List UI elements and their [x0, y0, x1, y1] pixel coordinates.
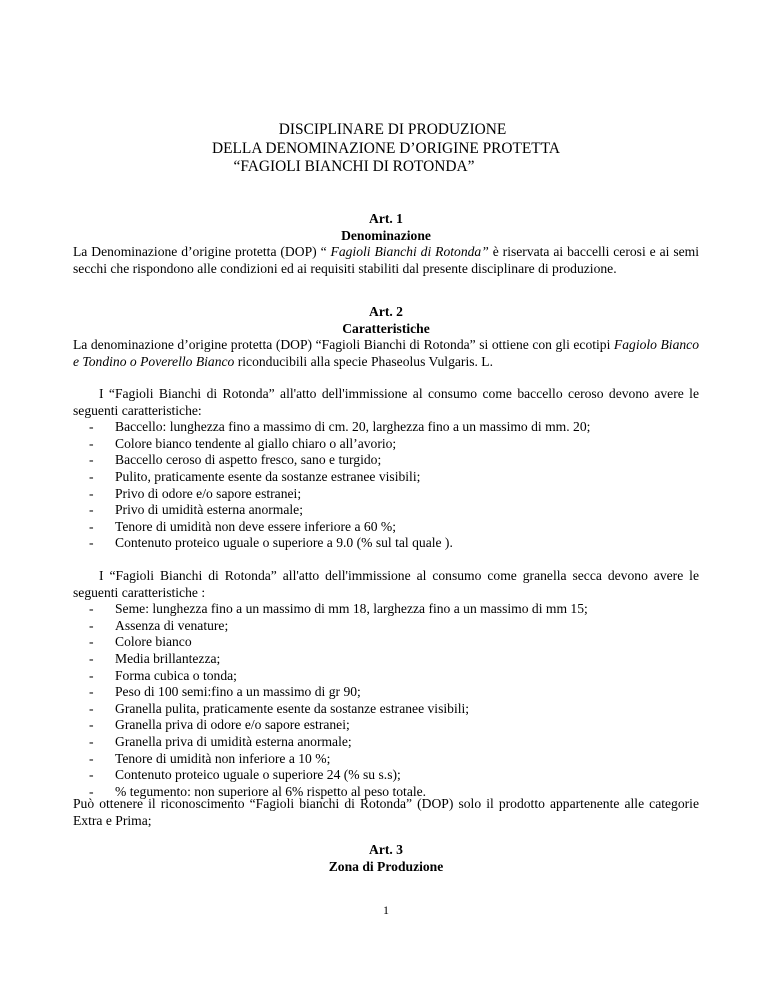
list-item: - Tenore di umidità non inferiore a 10 %; — [73, 751, 699, 768]
art2-text-b: riconducibili alla specie Phaseolus Vulgaris. L. — [234, 353, 494, 369]
list-item: - Colore bianco tendente al giallo chiaro o all’avorio; — [73, 436, 699, 453]
list-item: - Privo di odore e/o sapore estranei; — [73, 486, 699, 503]
title-line-1: DISCIPLINARE DI PRODUZIONE — [278, 121, 507, 138]
list-item: - % tegumento: non superiore al 6% rispetto al peso totale. — [73, 784, 699, 801]
granella-list — [73, 601, 699, 800]
art2-heading: Art. 2 — [369, 304, 403, 319]
art1-text-italic: Fagioli Bianchi di Rotonda” — [330, 244, 489, 260]
list-item: - Colore bianco — [73, 634, 699, 651]
list-item: - Tenore di umidità non deve essere inferiore a 60 %; — [73, 519, 699, 536]
art1-text-b: è riservata ai baccelli cerosi e ai semi secchi che rispondono alle condizioni ed ai requisiti stabiliti dal presente disciplinare di produzione. — [73, 244, 700, 276]
art3-heading: Art. 3 — [369, 842, 403, 857]
granella-section — [73, 568, 699, 800]
list-item: - Granella priva di odore e/o sapore estranei; — [73, 717, 699, 734]
list-item: - Baccello ceroso di aspetto fresco, sano e turgido; — [73, 452, 699, 469]
list-item: - Peso di 100 semi:fino a un massimo di gr 90; — [73, 684, 699, 701]
list-item: - Contenuto proteico uguale o superiore a 9.0 (% sul tal quale ). — [73, 535, 699, 552]
article-2 — [73, 304, 699, 370]
categories-note — [73, 796, 699, 829]
baccello-section — [73, 386, 699, 552]
list-item: - Media brillantezza; — [73, 651, 699, 668]
list-item: - Granella priva di umidità esterna anormale; — [73, 734, 699, 751]
art1-subheading: Denominazione — [341, 227, 431, 243]
list-item: - Pulito, praticamente esente da sostanze estranee visibili; — [73, 469, 699, 486]
art1-paragraph — [73, 244, 699, 277]
baccello-intro: I “Fagioli Bianchi di Rotonda” all'atto dell'immissione al consumo come baccello ceroso devono avere le seguenti caratteristiche: — [73, 386, 699, 418]
document-title — [73, 121, 699, 177]
list-item: - Assenza di venature; — [73, 618, 699, 635]
baccello-list — [73, 419, 699, 552]
article-3 — [73, 842, 699, 875]
page-number: 1 — [383, 903, 389, 917]
closing-paragraph: Può ottenere il riconoscimento “Fagioli bianchi di Rotonda” (DOP) solo il prodotto appartenente alle categorie Extra e Prima; — [73, 796, 699, 828]
art3-subheading: Zona di Produzione — [328, 858, 444, 874]
art2-text-italic: Fagiolo Bianco e Tondino o Poverello Bianco — [73, 337, 699, 369]
art2-subheading: Caratteristiche — [342, 320, 430, 336]
list-item: - Seme: lunghezza fino a un massimo di mm 18, larghezza fino a un massimo di mm 15; — [73, 601, 699, 618]
title-line-2: DELLA DENOMINAZIONE D’ORIGINE PROTETTA — [212, 139, 560, 157]
list-item: - Contenuto proteico uguale o superiore 24 (% su s.s); — [73, 767, 699, 784]
article-1 — [73, 211, 699, 277]
list-item: - Forma cubica o tonda; — [73, 668, 699, 685]
art2-text-a: La denominazione d’origine protetta (DOP) “Fagioli Bianchi di Rotonda” si ottiene con gli ecotipi — [73, 337, 614, 353]
list-item: - Granella pulita, praticamente esente da sostanze estranee visibili; — [73, 701, 699, 718]
list-item: - Privo di umidità esterna anormale; — [73, 502, 699, 519]
list-item: - Baccello: lunghezza fino a massimo di cm. 20, larghezza fino a un massimo di mm. 20; — [73, 419, 699, 436]
title-line-3: “FAGIOLI BIANCHI DI ROTONDA” — [233, 158, 475, 175]
art2-paragraph — [73, 337, 699, 370]
art1-text-a: La Denominazione d’origine protetta (DOP) “ — [73, 244, 331, 260]
granella-intro: I “Fagioli Bianchi di Rotonda” all'atto dell'immissione al consumo come granella secca devono avere le seguenti caratteristiche : — [73, 568, 699, 600]
art1-heading: Art. 1 — [369, 211, 403, 226]
